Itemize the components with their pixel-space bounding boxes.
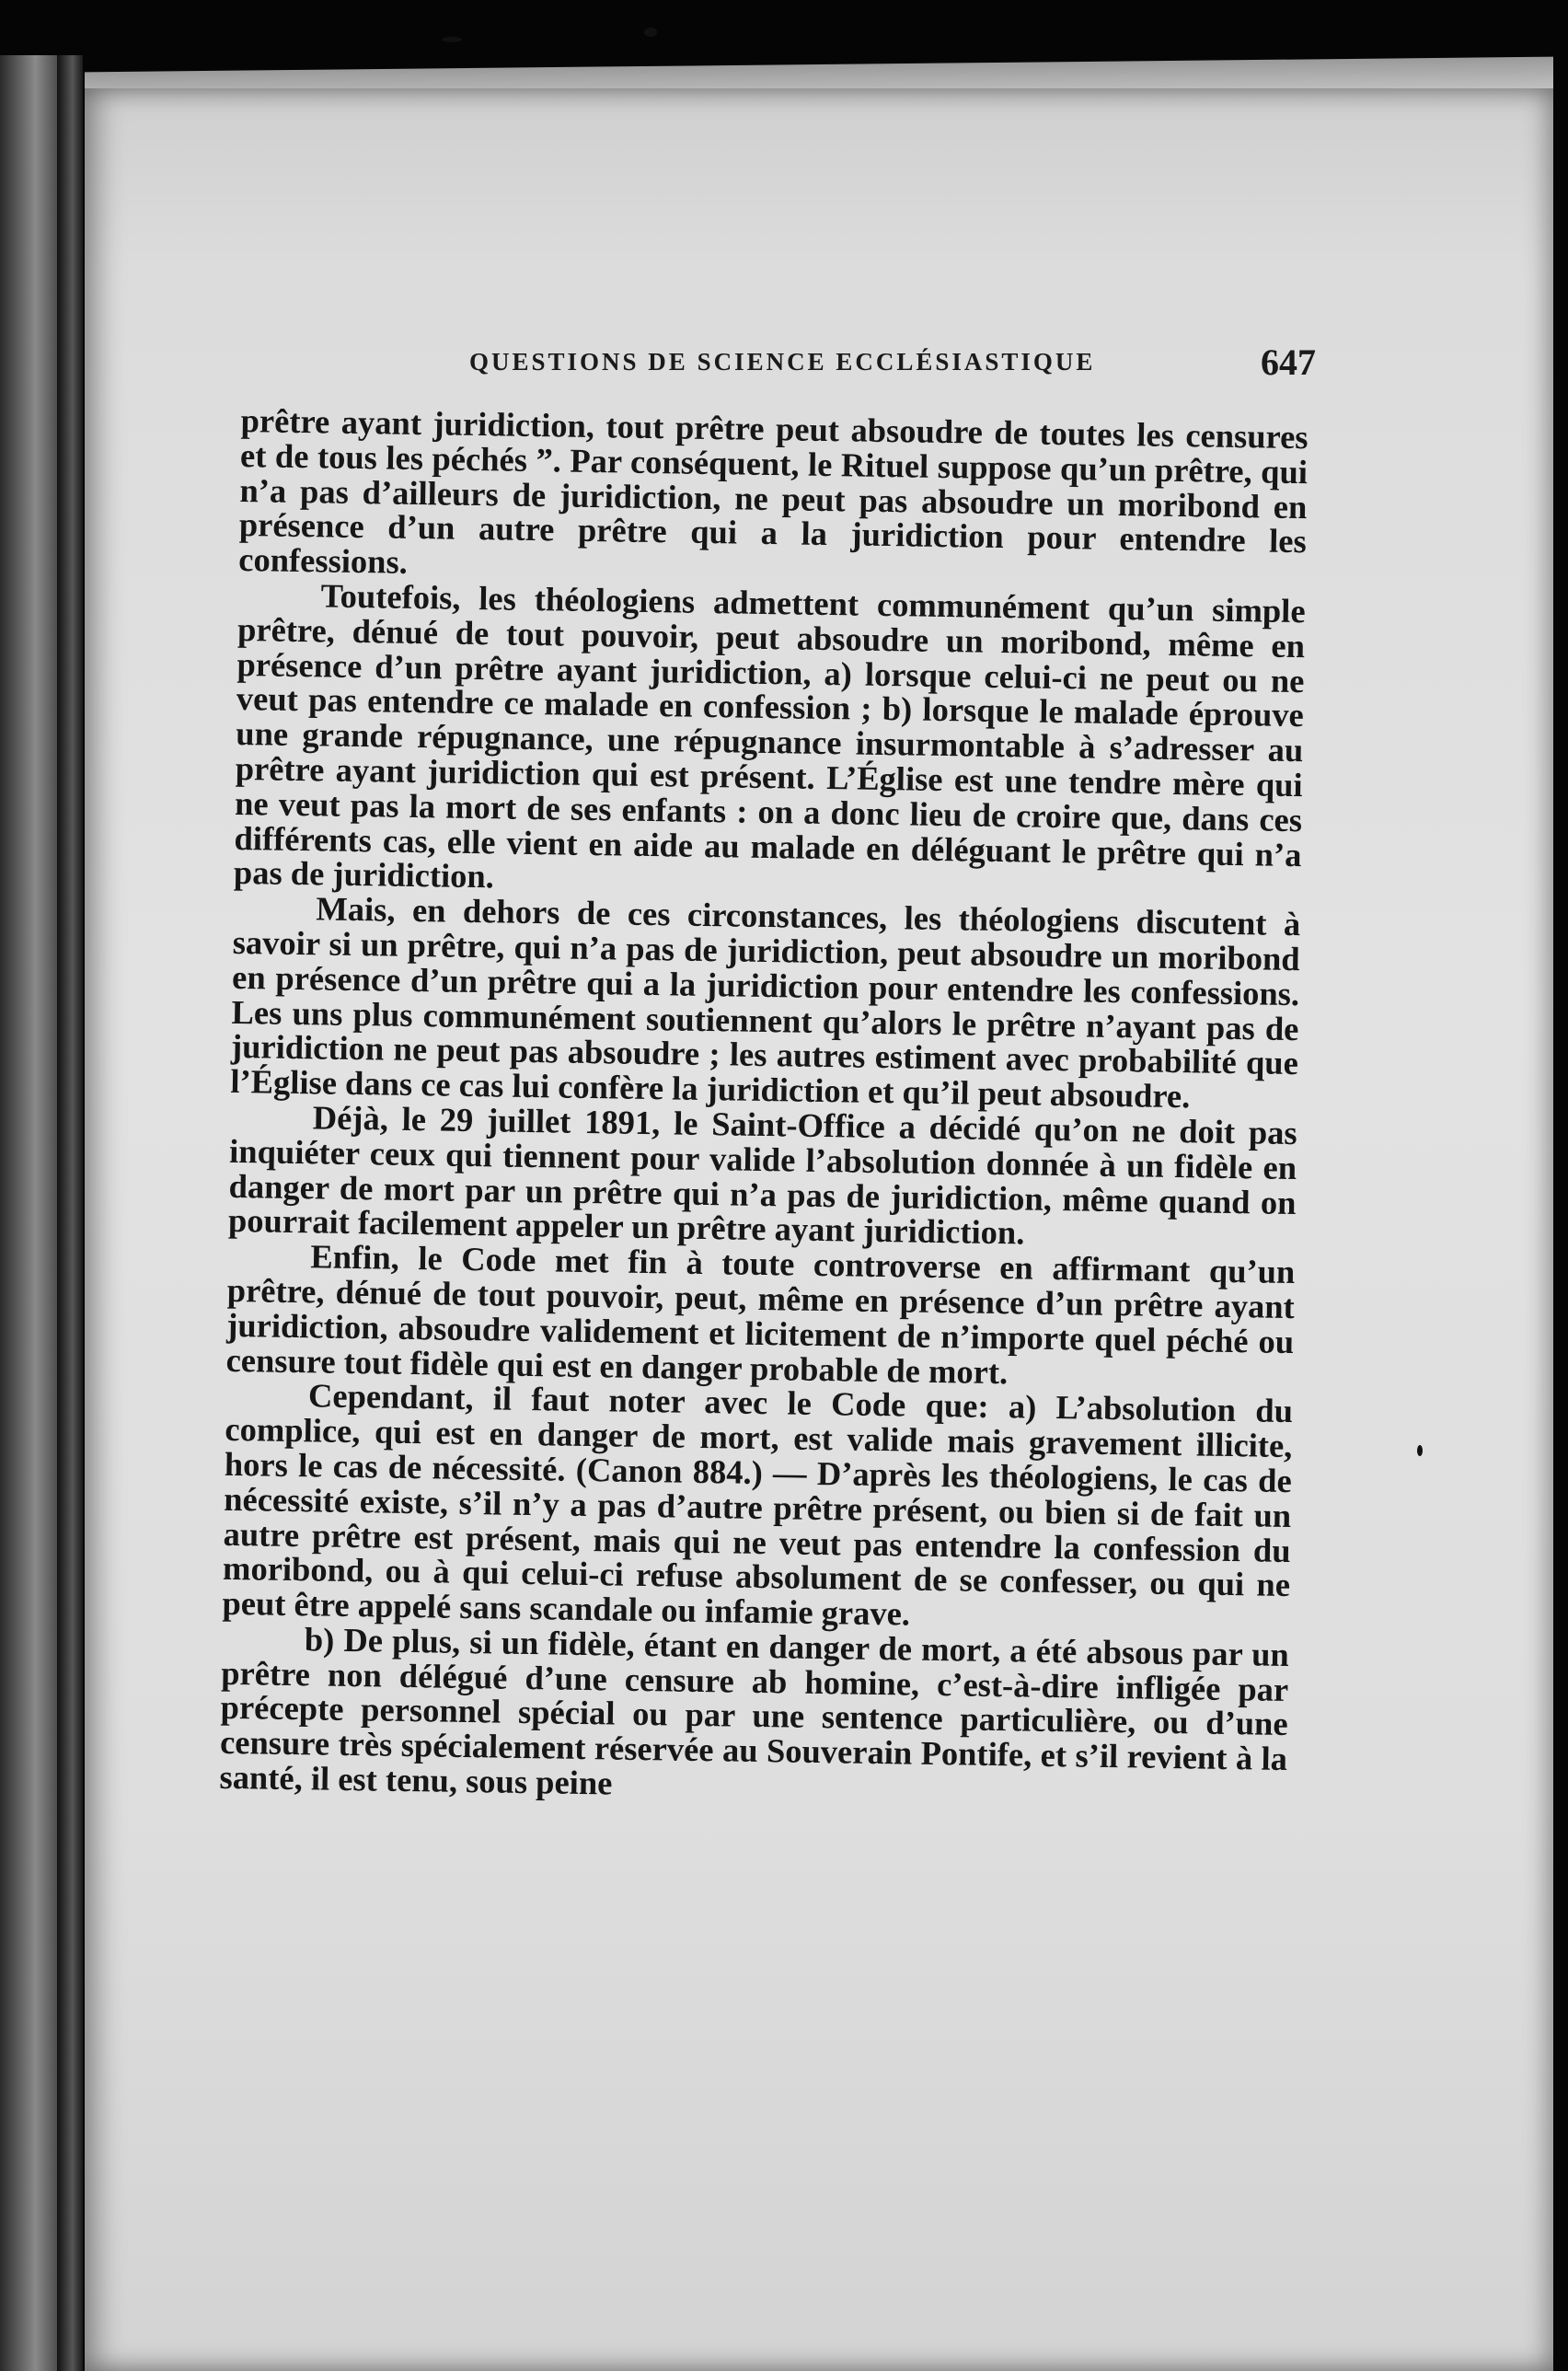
dust-speck bbox=[644, 28, 657, 37]
paragraph: Déjà, le 29 juillet 1891, le Saint-Office a décidé qu’on ne doit pas inquiéter ceux qui tiennent pour valide l’absolution donnée à un fidèle en danger de mort par un prêtre qui n’a pas de juridiction, même quand on pourrait facilement appeler un prêtre ayant juridiction. bbox=[227, 1098, 1298, 1252]
page-number: 647 bbox=[1261, 341, 1316, 383]
dust-speck bbox=[442, 37, 462, 42]
paragraph: Mais, en dehors de ces circonstances, les théologiens discutent à savoir si un prêtre, qui n’a pas de juridiction, peut absoudre un moribond en présence d’un prêtre qui a la juridiction pour entendre les confessions. Les uns plus communément soutiennent qu’alors le prêtre n’ayant pas de juridiction ne peut pas absoudre ; les autres estiment avec probabilité que l’Église dans ce cas lui confère la juridiction et qu’il peut absoudre. bbox=[230, 889, 1301, 1116]
paragraph: prêtre ayant juridiction, tout prêtre peut absoudre de toutes les censures et de tous les péchés ”. Par conséquent, le Rituel suppose qu’un prêtre, qui n’a pas d’ailleurs de juridiction, ne peut pas absoudre un moribond en présence d’un autre prêtre qui a la juridiction pour entendre les confessions. bbox=[238, 401, 1309, 582]
paragraph: Cependant, il faut noter avec le Code que: a) L’absolution du complice, qui est en danger de mort, est valide mais gravement illicite, hors le cas de nécessité. (Canon 884.) — D’après les théologiens, le cas de nécessité existe, s’il n’y a pas d’autre prêtre présent, ou bien si de fait un autre prêtre est présent, mais qui ne veut pas entendre la confession du moribond, ou à qui celui-ci refuse absolument de se confesser, ou qui ne peut être appelé sans scandale ou infamie grave. bbox=[222, 1376, 1294, 1633]
adjacent-page-edge bbox=[0, 55, 64, 2371]
dust-speck bbox=[1417, 1445, 1423, 1456]
paragraph: Toutefois, les théologiens admettent communément qu’un simple prêtre, dénué de tout pouvoir, peut absoudre un moribond, même en présence d’un prêtre ayant juridiction, a) lorsque celui-ci ne peut ou ne veut pas entendre ce malade en confession ; b) lorsque le malade éprouve une grande répugnance, une répugnance insurmontable à s’adresser au prêtre ayant juridiction qui est présent. L’Église est une tendre mère qui ne veut pas la mort de ses enfants : on a donc lieu de croire que, dans ces différents cas, elle vient en aide au malade en déléguant le prêtre qui n’a pas de juridiction. bbox=[233, 576, 1306, 896]
paragraph: Enfin, le Code met fin à toute controverse en affirmant qu’un prêtre, dénué de tout pouvoir, peut, même en présence d’un prêtre ayant juridiction, absoudre validement et licitement de n’importe quel péché ou censure tout fidèle qui est en danger probable de mort. bbox=[225, 1237, 1296, 1391]
running-title: QUESTIONS DE SCIENCE ECCLÉSIASTIQUE bbox=[469, 348, 1096, 376]
body-text bbox=[219, 403, 1309, 1811]
page-gutter-shadow bbox=[57, 55, 83, 2371]
running-header bbox=[460, 341, 1316, 387]
paragraph: b) De plus, si un fidèle, étant en danger de mort, a été absous par un prêtre non délégué d’une censure ab homine, c’est-à-dire infligée par précepte personnel spécial ou par une sentence particulière, ou d’une censure très spécialement réservée au Souverain Pontife, et s’il revient à la santé, il est tenu, sous peine bbox=[219, 1620, 1290, 1802]
